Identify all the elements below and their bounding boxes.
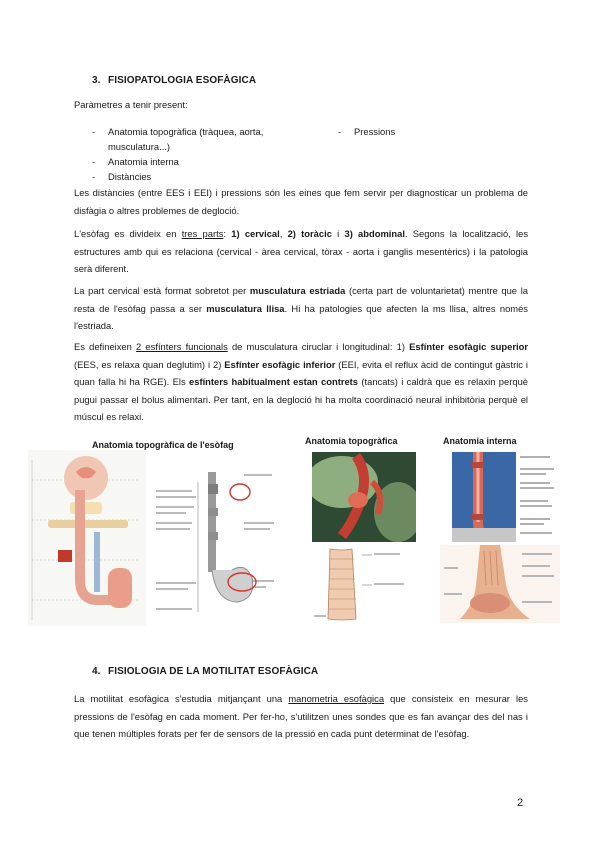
page-number: 2 — [517, 797, 524, 809]
param-item — [92, 169, 322, 184]
internal-anatomy-figure — [452, 452, 516, 542]
params-list — [92, 124, 322, 184]
paragraph-musculature: La part cervical està format sobretot per musculatura estriada (certa part de voluntarietat) mentre que la resta de l'esòfag passa a ser musculatura llisa. Hi ha patologies que afecten la ms llisa, altres només l'estriada. — [74, 285, 529, 331]
section3-number: 3. — [92, 75, 101, 86]
param-text: Anatomia topogràfica (tràquea, aorta, — [108, 126, 264, 137]
param-text: Pressions — [354, 126, 396, 137]
section4-heading — [92, 666, 318, 677]
param-item-continued: musculatura...) — [108, 141, 170, 152]
esophagus-wall-figure — [312, 545, 416, 623]
section3-intro: Paràmetres a tenir present: — [74, 99, 188, 110]
internal-anatomy-labels — [518, 452, 558, 542]
param-text: Distàncies — [108, 171, 152, 182]
esophagus-topography-figure — [28, 450, 146, 626]
figure-title-topo-esofag: Anatomia topogràfica de l'esòfag — [92, 440, 234, 450]
esophagus-schematic-figure — [146, 462, 280, 622]
section3-heading — [92, 75, 256, 86]
thoracic-anatomy-photo — [312, 452, 416, 542]
param-item — [92, 124, 322, 139]
param-text: Anatomia interna — [108, 156, 179, 167]
section4-title: FISIOLOGIA DE LA MOTILITAT ESOFÀGICA — [108, 666, 319, 677]
param-item — [92, 154, 322, 169]
paragraph-sphincters: Es defineixen 2 esfínters funcionals de musculatura ciruclar i longitudinal: 1) Esfínter esofàgic superior (EES, es relaxa quan deglutim) i 2) Esfínter esofàgic inferior (EEI, evita el reflux àcid de contingut gàstric i quan falla hi ha RGE). Els esfínters habitualment estan contrets (tancats) i caldrà que es relaxin perquè pugui passar el bolus alimentari. Per tant, en la degloció hi ha molta coordinació neural inhibitòria perquè el múscul es relaxi. — [74, 341, 528, 422]
section3-title: FISIOPATOLOGIA ESOFÀGICA — [108, 75, 257, 86]
params-list-right — [338, 124, 395, 139]
paragraph-manometry: La motilitat esofàgica s'estudia mitjançant una manometria esofàgica que consisteix en mesurar les pressions de l'esòfag en cada moment. Per fer-ho, s'utilitzen unes sondes que es fan avançar des del nas i que tenen múltiples forats per fer de sensors de la pressió en cada punt determinat de l'esòfag. — [74, 693, 528, 739]
paragraph-parts: L'esòfag es divideix en tres parts: 1) cervical, 2) toràcic i 3) abdominal. Segons la localització, les estructures amb qui es relaciona (cervical - àrea cervical, tòrax - aorta i ganglis mesentèrics) i la patologia serà diferent. — [74, 228, 529, 274]
figure-title-interna: Anatomia interna — [443, 436, 517, 446]
figure-title-topo: Anatomia topogràfica — [305, 436, 398, 446]
gastroesophageal-junction-figure — [440, 545, 560, 623]
param-item — [338, 124, 395, 139]
paragraph-distances: Les distàncies (entre EES i EEI) i pressions són les eines que fem servir per diagnosticar un problema de disfàgia o altres problemes de degloció. — [74, 187, 528, 216]
section4-number: 4. — [92, 666, 101, 677]
